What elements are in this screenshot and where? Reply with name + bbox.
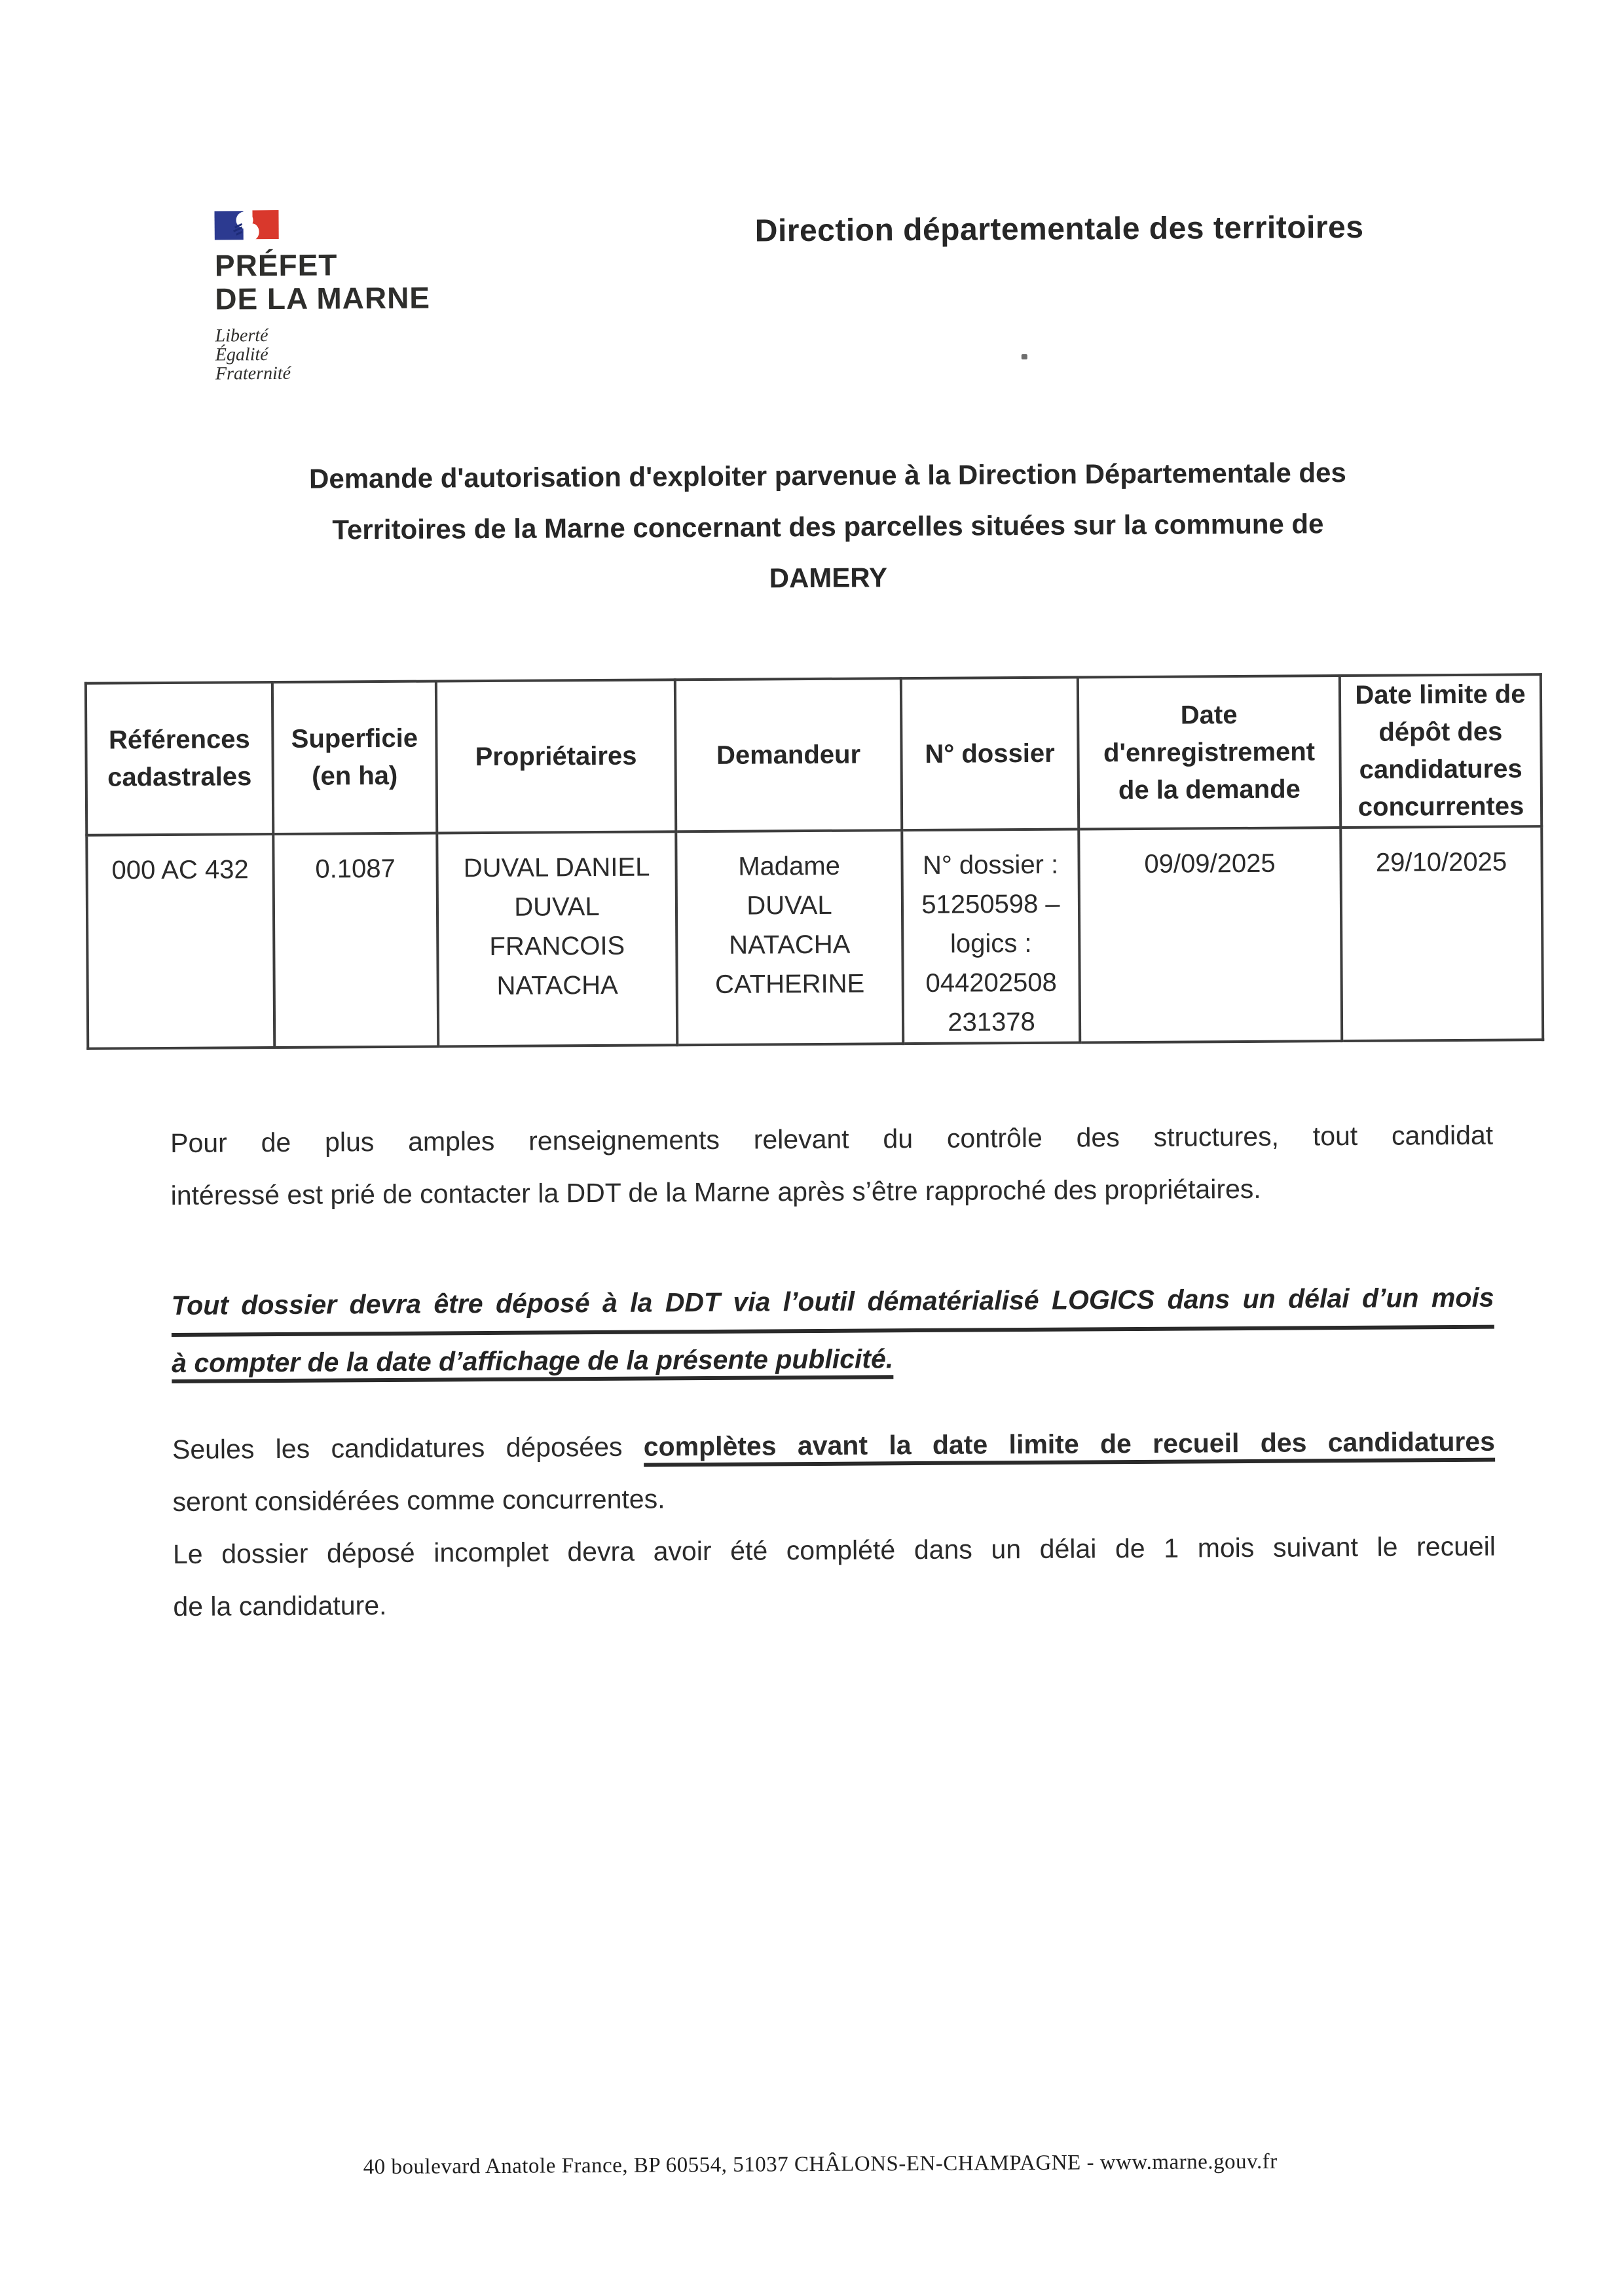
col-header-proprietaires: Propriétaires bbox=[436, 680, 676, 833]
paragraph-depot-logics bbox=[171, 1271, 1494, 1389]
footer-address: 40 boulevard Anatole France, BP 60554, 51037 CHÂLONS-EN-CHAMPAGNE - www.marne.gouv.fr bbox=[363, 2149, 1278, 2179]
motto-egalite: Égalité bbox=[215, 344, 268, 365]
paragraph-candidatures-prefix: Seules les candidatures déposées bbox=[172, 1431, 644, 1465]
notice-title bbox=[166, 446, 1490, 608]
col-header-numero-dossier: N° dossier bbox=[901, 678, 1079, 831]
cell-demandeur: Madame DUVAL NATACHA CATHERINE bbox=[676, 830, 903, 1045]
paragraph-dossier-incomplet-line1: Le dossier déposé incomplet devra avoir été complété dans un délai de 1 mois suivant le recueil bbox=[172, 1531, 1496, 1569]
motto-liberte: Liberté bbox=[215, 325, 268, 346]
prefet-name-line1: PRÉFET bbox=[214, 247, 338, 283]
col-header-demandeur: Demandeur bbox=[675, 678, 902, 831]
cell-proprietaires: DUVAL DANIEL DUVAL FRANCOIS NATACHA bbox=[437, 831, 677, 1046]
col-header-references-cadastrales: Références cadastrales bbox=[86, 682, 273, 835]
paragraph-renseignements bbox=[170, 1109, 1494, 1222]
cell-numero-dossier: N° dossier : 51250598 – logics : 044202508 231378 bbox=[902, 829, 1080, 1044]
direction-heading: Direction départementale des territoires bbox=[754, 210, 1364, 249]
french-flag-logo bbox=[214, 210, 282, 242]
paragraph-renseignements-line1: Pour de plus amples renseignements relevant du contrôle des structures, tout candidat bbox=[170, 1120, 1494, 1158]
cell-references-cadastrales: 000 AC 432 bbox=[86, 834, 274, 1049]
col-header-date-enregistrement: Date d'enregistrement de la demande bbox=[1078, 676, 1340, 829]
cell-date-limite: 29/10/2025 bbox=[1340, 826, 1543, 1041]
notice-title-line2: Territoires de la Marne concernant des parcelles situées sur la commune de bbox=[332, 508, 1324, 545]
parcels-table bbox=[84, 673, 1544, 1050]
scan-artifact-dot bbox=[1022, 354, 1027, 359]
prefet-name bbox=[215, 248, 430, 316]
cell-date-enregistrement: 09/09/2025 bbox=[1079, 828, 1342, 1042]
motto-fraternite: Fraternité bbox=[215, 363, 291, 384]
paragraph-candidatures-line2: seront considérées comme concurrentes. bbox=[172, 1484, 665, 1517]
prefet-name-line2: DE LA MARNE bbox=[215, 280, 431, 316]
parcels-table-wrapper bbox=[84, 673, 1544, 1050]
paragraph-renseignements-line2: intéressé est prié de contacter la DDT de la Marne après s’être rapproché des propriétaires. bbox=[170, 1173, 1261, 1211]
col-header-date-limite: Date limite de dépôt des candidatures concurrentes bbox=[1340, 674, 1541, 828]
commune-name: DAMERY bbox=[769, 562, 888, 594]
paragraph-depot-logics-line1: Tout dossier devra être déposé à la DDT via l’outil dématérialisé LOGICS dans un délai d’un mois bbox=[171, 1271, 1494, 1337]
prefecture-brand-block bbox=[214, 210, 430, 384]
motto bbox=[215, 325, 431, 384]
table-header-row bbox=[86, 674, 1541, 835]
table-row bbox=[86, 826, 1543, 1049]
paragraph-candidatures-completes bbox=[172, 1415, 1496, 1528]
paragraph-dossier-incomplet bbox=[173, 1520, 1496, 1633]
paragraph-depot-logics-line2: à compter de la date d’affichage de la présente publicité. bbox=[172, 1343, 893, 1383]
paragraph-dossier-incomplet-line2: de la candidature. bbox=[173, 1590, 387, 1622]
cell-superficie: 0.1087 bbox=[273, 833, 438, 1048]
notice-title-line1: Demande d'autorisation d'exploiter parvenue à la Direction Départementale des bbox=[308, 457, 1346, 494]
col-header-superficie: Superficie (en ha) bbox=[272, 682, 437, 835]
paragraph-candidatures-emphasis: complètes avant la date limite de recueil des candidatures bbox=[644, 1427, 1496, 1467]
